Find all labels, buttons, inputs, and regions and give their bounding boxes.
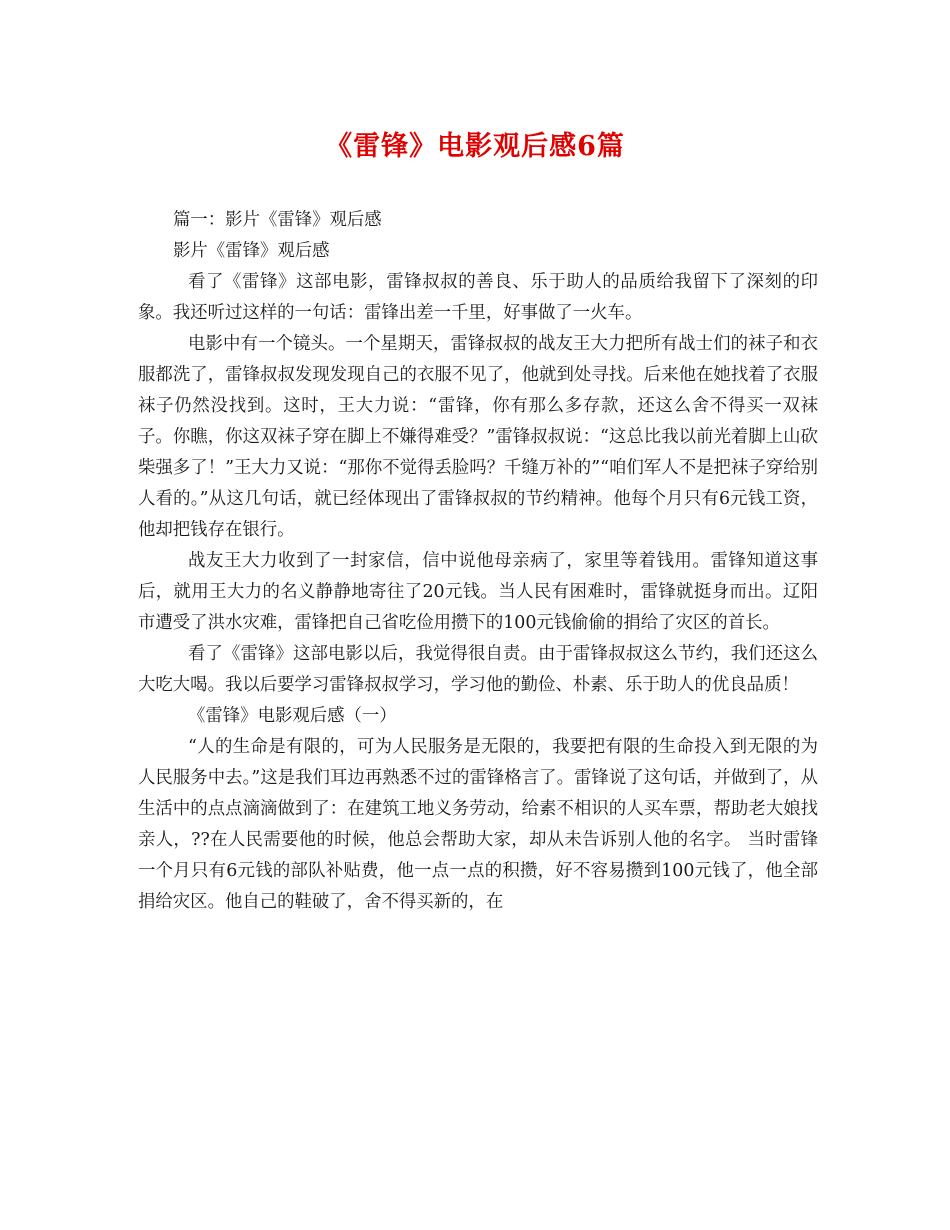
subsection-heading: 影片《雷锋》观后感 (173, 241, 330, 261)
body-paragraph: 看了《雷锋》这部电影以后，我觉得很自责。由于雷锋叔叔这么节约，我们还这么大吃大喝。我以后要学习雷锋叔叔学习，学习他的勤俭、朴素、乐于助人的优良品质！ (138, 644, 818, 695)
body-paragraph: 电影中有一个镜头。一个星期天，雷锋叔叔的战友王大力把所有战士们的袜子和衣服都洗了，雷锋叔叔发现发现自己的衣服不见了，他就到处寻找。后来他在她找着了衣服袜子仍然没找到。这时，王大力说：“雷锋，你有那么多存款，还这么舍不得买一双袜子。你瞧，你这双袜子穿在脚上不嫌得难受？”雷锋叔叔说：“这总比我以前光着脚上山砍柴强多了！”王大力又说：“那你不觉得丢脸吗？千缝万补的”“咱们军人不是把袜子穿给别人看的。”从这几句话，就已经体现出了雷锋叔叔的节约精神。他每个月只有6元钱工资，他却把钱存在银行。 (138, 334, 818, 540)
document-title: 《雷锋》电影观后感6篇 (325, 131, 625, 162)
body-paragraph: 战友王大力收到了一封家信，信中说他母亲病了，家里等着钱用。雷锋知道这事后，就用王大力的名义静静地寄往了20元钱。当人民有困难时，雷锋就挺身而出。辽阳市遭受了洪水灾难，雷锋把自己省吃俭用攒下的100元钱偷偷的捐给了灾区的首长。 (138, 551, 818, 633)
section-heading: 《雷锋》电影观后感（一） (188, 706, 397, 726)
body-paragraph: 看了《雷锋》这部电影，雷锋叔叔的善良、乐于助人的品质给我留下了深刻的印象。我还听过这样的一句话：雷锋出差一千里，好事做了一火车。 (138, 272, 818, 323)
document-body (138, 205, 818, 918)
body-paragraph: “人的生命是有限的，可为人民服务是无限的，我要把有限的生命投入到无限的为人民服务中去。”这是我们耳边再熟悉不过的雷锋格言了。雷锋说了这句话，并做到了，从生活中的点点滴滴做到了：在建筑工地义务劳动，给素不相识的人买车票，帮助老大娘找亲人，??在人民需要他的时候，他总会帮助大家，却从未告诉别人他的名字。 当时雷锋一个月只有6元钱的部队补贴费，他一点一点的积攒，好不容易攒到100元钱了，他全部捐给灾区。他自己的鞋破了，舍不得买新的，在 (138, 737, 818, 912)
section-heading: 篇一：影片《雷锋》观后感 (173, 210, 382, 230)
